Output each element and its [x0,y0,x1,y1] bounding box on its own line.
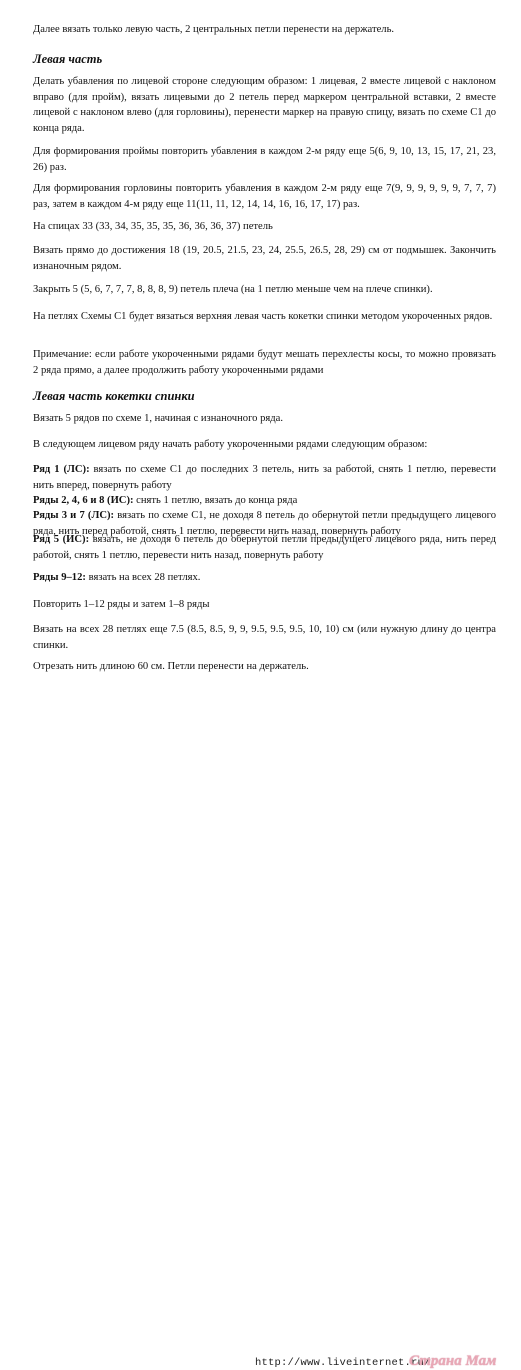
rows-9-12-text: вязать на всех 28 петлях. [85,572,201,583]
knit-5-rows-paragraph: Вязать 5 рядов по схеме 1, начиная с изнаночного ряда. [33,413,284,424]
short-rows-intro-paragraph: В следующем лицевом ряду начать работу укороченными рядами следующим образом: [33,439,428,450]
row-1-text: вязать по схеме С1 до последних 3 петель, нить за работой, снять 1 петлю, перевести нить вперед, повернуть работу [33,464,496,491]
intro-paragraph: Далее вязать только левую часть, 2 центральных петли перенести на держатель. [33,24,395,35]
armhole-paragraph: Для формирования проймы повторить убавления в каждом 2-м ряду еще 5(6, 9, 10, 13, 15, 17, 21, 23, 26) раз. [33,146,496,173]
knit-length-paragraph: Вязать на всех 28 петлях еще 7.5 (8.5, 8.5, 9, 9, 9.5, 9.5, 9.5, 10, 10) см (или нужную длину до центра спинки. [33,624,496,651]
knit-straight-paragraph: Вязать прямо до достижения 18 (19, 20.5, 21.5, 23, 24, 25.5, 26.5, 28, 29) см от подмышек. Закончить изнаночным рядом. [33,245,496,272]
watermark-url: http://www.liveinternet.ru/ [255,1357,431,1369]
note-paragraph: Примечание: если работе укороченными рядами будут мешать перехлесты косы, то можно провязать 2 ряда прямо, а далее продолжить работу укороченными рядами [33,349,496,376]
row-5-instruction [33,532,496,563]
bind-off-shoulder-paragraph: Закрыть 5 (5, 6, 7, 7, 7, 8, 8, 8, 9) петель плеча (на 1 петлю меньше чем на плече спинки). [33,284,433,295]
watermark-logo: Страна Мам [409,1353,497,1369]
rows-3-7-label: Ряды 3 и 7 (ЛС): [33,510,115,521]
rows-2-4-6-8-label: Ряды 2, 4, 6 и 8 (ИС): [33,495,134,506]
rows-2-4-6-8-text: снять 1 петлю, вязать до конца ряда [133,495,298,506]
chart-c1-paragraph: На петлях Схемы С1 будет вязаться верхняя левая часть кокетки спинки методом укороченных рядов. [33,311,493,322]
repeat-rows-paragraph: Повторить 1–12 ряды и затем 1–8 ряды [33,599,210,610]
neckline-paragraph: Для формирования горловины повторить убавления в каждом 2-м ряду еще 7(9, 9, 9, 9, 9, 9, 7, 7, 7) раз, затем в каждом 4-м ряду еще 11(11, 11, 12, 14, 14, 16, 16, 17, 17) раз. [33,183,496,210]
rows-9-12-instruction [33,570,496,586]
rows-3-7-text: вязать по схеме С1, не доходя 8 петель до обернутой петли предыдущего лицевого ряда, нить перед работой, снять 1 петлю, перевести нить назад, повернуть работу [33,510,497,537]
row-5-label: Ряд 5 (ИС): [33,534,90,545]
watermark-footer [0,676,521,1369]
section-title-back-yoke: Левая часть кокетки спинки [33,389,195,403]
row-5-text: вязать, не доходя 6 петель до обернутой петли предыдущего лицевого ряда, нить перед работой, снять 1 петлю, перевести нить назад, повернуть работу [33,534,496,561]
row-1-label: Ряд 1 (ЛС): [33,464,90,475]
cut-yarn-paragraph: Отрезать нить длиною 60 см. Петли перенести на держатель. [33,661,309,672]
stitch-count-paragraph: На спицах 33 (33, 34, 35, 35, 35, 36, 36, 36, 37) петель [33,221,273,232]
rows-9-12-label: Ряды 9–12: [33,572,86,583]
row-1-instruction [33,462,496,493]
section-title-left-part: Левая часть [33,52,103,66]
rows-2-4-6-8-instruction [33,493,496,509]
decrease-instructions-paragraph: Делать убавления по лицевой стороне следующим образом: 1 лицевая, 2 вместе лицевой с наклоном вправо (для пройм), вязать лицевыми до 2 петель перед маркером центральной вставки, 2 вместе лицевой с наклоном влево (для горловины), перенести маркер на правую спицу, вязать по схеме С1 до конца ряда. [33,76,496,134]
